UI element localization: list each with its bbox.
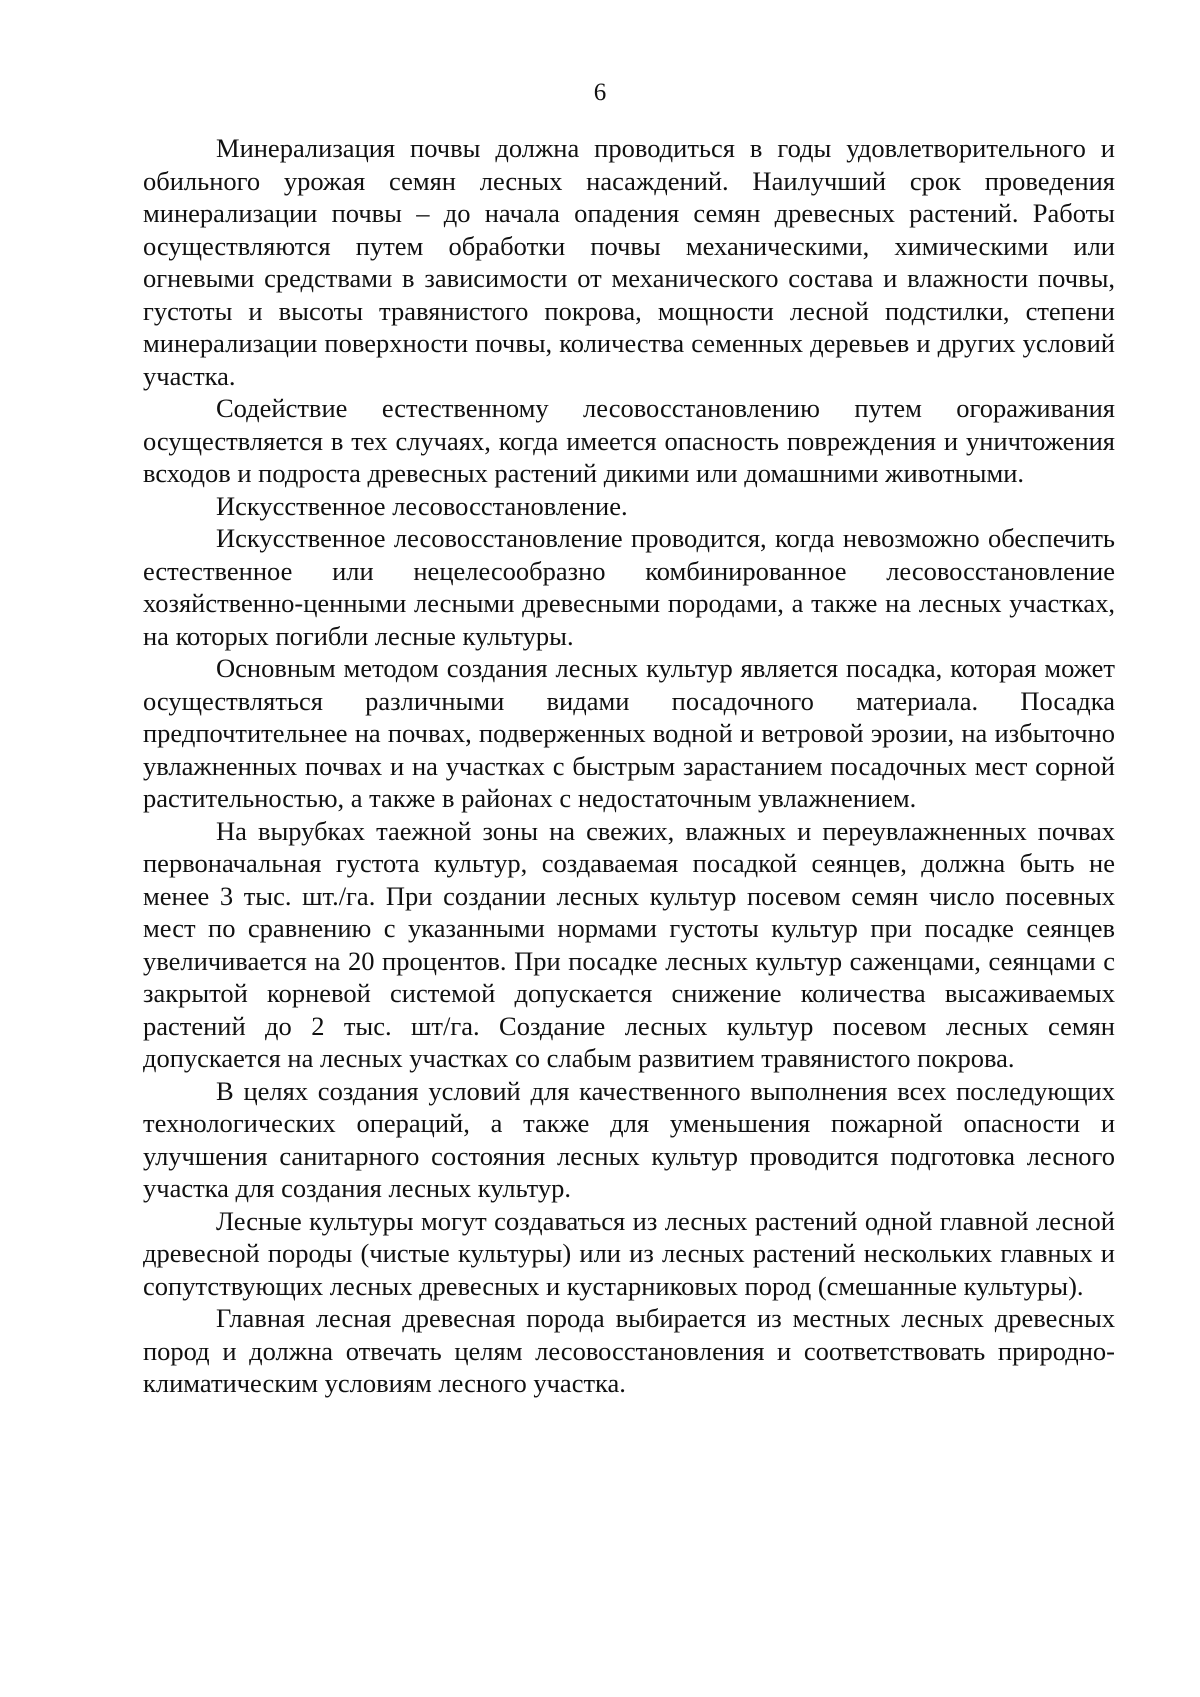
section-heading-artificial-reforestation: Искусственное лесовосстановление.: [216, 490, 628, 521]
paragraph-soil-mineralization: Минерализация почвы должна проводиться в годы удовлетворительного и обильного урожая семян лесных насаждений. Наилучший срок проведения минерализации почвы – до начала опадения семян древесных растений. Работы осуществляются путем обработки почвы механическими, химическими или огневыми средствами в зависимости от механического состава и влажности почвы, густоты и высоты травянистого покрова, мощности лесной подстилки, степени минерализации поверхности почвы, количества семенных деревьев и других условий участка.: [143, 133, 1115, 391]
paragraph-planting-density: На вырубках таежной зоны на свежих, влажных и переувлажненных почвах первоначальная густота культур, создаваемая посадкой сеянцев, должна быть не менее 3 тыс. шт./га. При создании лесных культур посевом семян число посевных мест по сравнению с указанными нормами густоты культур при посадке сеянцев увеличивается на 20 процентов. При посадке лесных культур саженцами, сеянцами с закрытой корневой системой допускается снижение количества высаживаемых растений до 2 тыс. шт/га. Создание лесных культур посевом лесных семян допускается на лесных участках со слабым развитием травянистого покрова.: [143, 815, 1115, 1073]
document-body: [143, 132, 1115, 1400]
paragraph-planting-method: Основным методом создания лесных культур является посадка, которая может осуществляться различными видами посадочного материала. Посадка предпочтительнее на почвах, подверженных водной и ветровой эрозии, на избыточно увлажненных почвах и на участках с быстрым зарастанием посадочных мест сорной растительностью, а также в районах с недостаточным увлажнением.: [143, 653, 1115, 813]
paragraph-fencing: Содействие естественному лесовосстановлению путем огораживания осуществляется в тех случаях, когда имеется опасность повреждения и уничтожения всходов и подроста древесных растений дикими или домашними животными.: [143, 393, 1115, 488]
paragraph-artificial-reforestation: Искусственное лесовосстановление проводится, когда невозможно обеспечить естественное или нецелесообразно комбинированное лесовосстановление хозяйственно-ценными лесными древесными породами, а также на лесных участках, на которых погибли лесные культуры.: [143, 523, 1115, 651]
page-number: 6: [593, 79, 607, 106]
paragraph-pure-mixed-cultures: Лесные культуры могут создаваться из лесных растений одной главной лесной древесной породы (чистые культуры) или из лесных растений нескольких главных и сопутствующих лесных древесных и кустарниковых пород (смешанные культуры).: [143, 1205, 1115, 1301]
paragraph-site-preparation: В целях создания условий для качественного выполнения всех последующих технологических операций, а также для уменьшения пожарной опасности и улучшения санитарного состояния лесных культур проводится подготовка лесного участка для создания лесных культур.: [143, 1075, 1115, 1203]
paragraph-main-species-selection: Главная лесная древесная порода выбирается из местных лесных древесных пород и должна отвечать целям лесовосстановления и соответствовать природно-климатическим условиям лесного участка.: [143, 1303, 1115, 1398]
